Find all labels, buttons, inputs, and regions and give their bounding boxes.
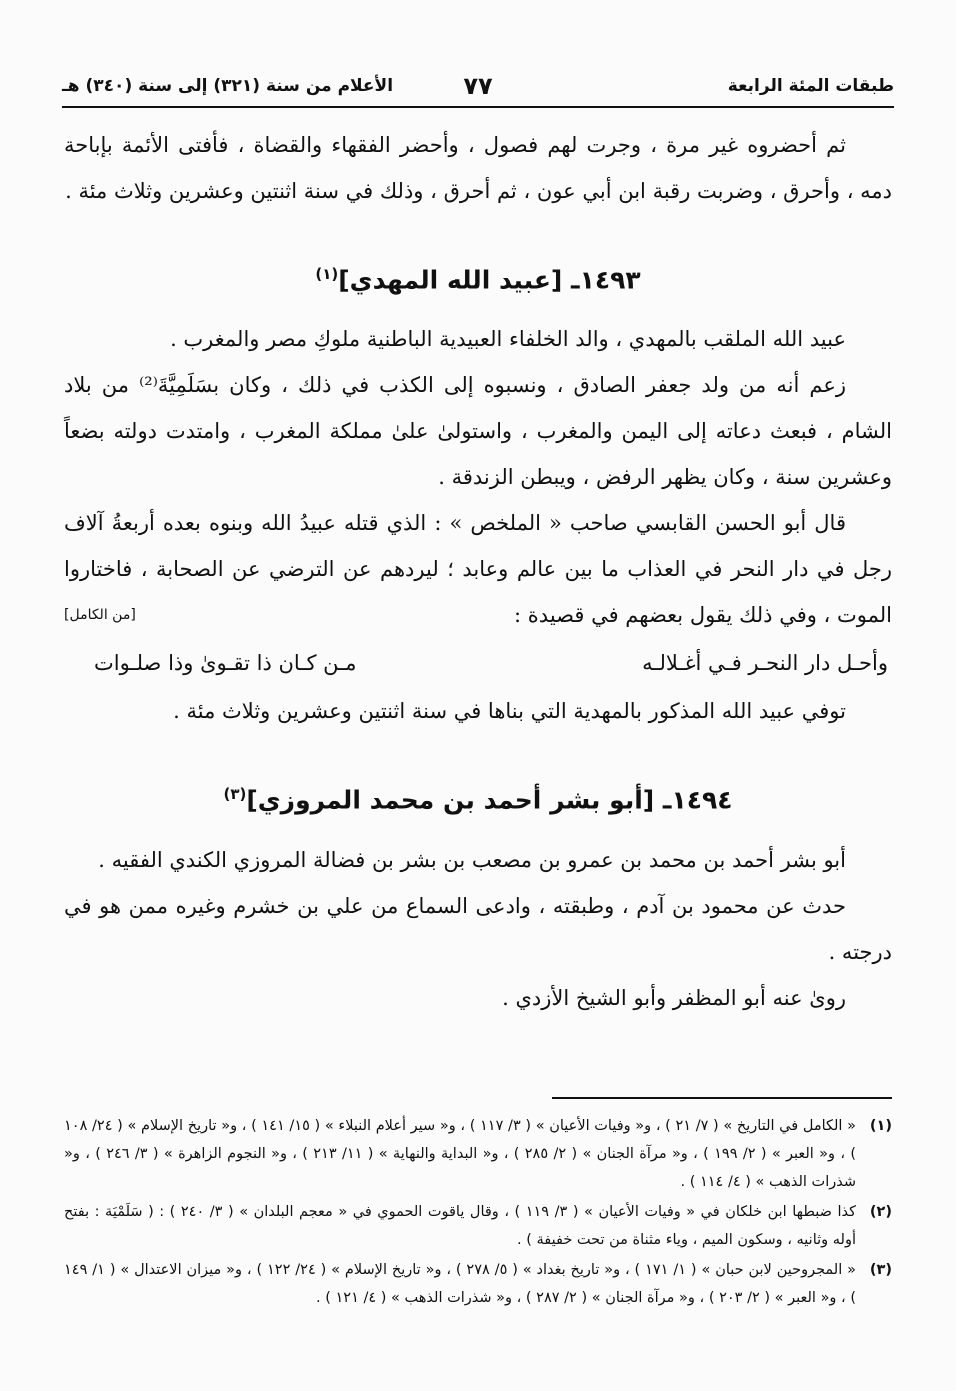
verse-second-hemistich: مـن كـان ذا تقـوىٰ وذا صلـوات: [94, 651, 357, 676]
footnote-ref: (١): [315, 265, 339, 283]
header-section-title: طبقات المئة الرابعة: [727, 76, 894, 96]
meter-label: [من الكامل]: [64, 607, 136, 624]
paragraph: روىٰ عنه أبو المظفر وأبو الشيخ الأزدي .: [502, 985, 846, 1010]
header-volume-title: الأعلام من سنة (٣٢١) إلى سنة (٣٤٠) هـ: [62, 76, 394, 96]
poem-verse: [64, 638, 892, 688]
running-header: [62, 72, 894, 102]
entry-heading-1494: [64, 770, 892, 824]
verse-first-hemistich: وأحـل دار النحـر فـي أغـلالـه: [642, 651, 888, 676]
entry-heading-1493: [64, 250, 892, 304]
paragraph: أبو بشر أحمد بن محمد بن عمرو بن مصعب بن بشر بن فضالة المروزي الكندي الفقيه .: [98, 847, 846, 872]
footnote: [64, 1112, 892, 1196]
footnote-text: « الكامل في التاريخ » ( ٧/ ٢١ ) ، و« وفيات الأعيان » ( ٣/ ١١٧ ) ، و« سير أعلام النبلاء » ( ١٥/ ١٤١ ) ، و« تاريخ الإسلام » ( ٢٤/ ١٠٨ ) ، و« العبر » ( ٢/ ١٩٩ ) ، و« مرآة الجنان » ( ٢/ ٢٨٥ ) ، و« البداية والنهاية » ( ١١/ ٢١٣ ) ، و« النجوم الزاهرة » ( ٣/ ٢٤٦ ) ، و« شذرات الذهب » ( ٤/ ١١٤ ) .: [64, 1118, 857, 1190]
header-divider: [62, 106, 894, 108]
footnote-divider: [552, 1097, 892, 1099]
footnote-text: « المجروحين لابن حبان » ( ١/ ١٧١ ) ، و« تاريخ بغداد » ( ٥/ ٢٧٨ ) ، و« تاريخ الإسلام » ( ٢٤/ ١٢٢ ) ، و« ميزان الاعتدال » ( ١/ ١٤٩ ) ، و« العبر » ( ٢/ ٢٠٣ ) ، و« مرآة الجنان » ( ٢/ ٢٨٧ ) ، و« شذرات الذهب » ( ٤/ ١٢١ ) .: [64, 1262, 857, 1306]
paragraph: زعم أنه من ولد جعفر الصادق ، ونسبوه إلى الكذب في ذلك ، وكان بسَلَمِيَّةَ⁽²⁾ من بلاد الشام ، فبعث دعاته إلى اليمن والمغرب ، واستولىٰ علىٰ مملكة المغرب ، وامتدت دولته بضعاً وعشرين سنة ، وكان يظهر الرفض ، ويبطن الزندقة .: [64, 373, 892, 490]
footnote-ref: (٣): [223, 785, 247, 804]
paragraph-text: قال أبو الحسن القابسي صاحب « الملخص » : الذي قتله عبيدُ الله وبنوه بعده أربعةُ آلاف رجل في دار النحر في العذاب ما بين عالم وعابد ؛ ليردهم عن الترضي عن الصحابة ، فاختاروا الموت ، وفي ذلك يقول بعضهم في قصيدة :: [64, 511, 892, 628]
entry-title: ١٤٩٣ـ [عبيد الله المهدي]: [338, 265, 641, 295]
main-text: [64, 122, 892, 1021]
entry-title: ١٤٩٤ـ [أبو بشر أحمد بن محمد المروزي]: [246, 785, 733, 815]
footnote: [64, 1198, 892, 1254]
footnote-text: كذا ضبطها ابن خلكان في « وفيات الأعيان » ( ٣/ ١١٩ ) ، وقال ياقوت الحموي في « معجم البلدان » ( ٣/ ٢٤٠ ) : ( سَلَمْيَة : بفتح أوله وثانيه ، وسكون الميم ، وياء مثناة من تحت خفيفة ) .: [64, 1204, 856, 1248]
intro-paragraph: ثم أحضروه غير مرة ، وجرت لهم فصول ، وأحضر الفقهاء والقضاة ، فأفتى الأئمة بإباحة دمه ، وأحرق ، وضربت رقبة ابن أبي عون ، ثم أحرق ، وذلك في سنة اثنتين وعشرين وثلاث مئة .: [64, 133, 892, 203]
footnote-number: (١): [869, 1118, 892, 1134]
footnote-number: (٢): [869, 1204, 892, 1220]
page-number: ٧٧: [463, 72, 493, 100]
footnote: [64, 1256, 892, 1312]
footnote-number: (٣): [869, 1262, 892, 1278]
paragraph: توفي عبيد الله المذكور بالمهدية التي بناها في سنة اثنتين وعشرين وثلاث مئة .: [173, 699, 846, 724]
footnotes: [64, 1112, 892, 1314]
paragraph: حدث عن محمود بن آدم ، وطبقته ، وادعى السماع من علي بن خشرم وغيره ممن هو في درجته .: [64, 893, 892, 964]
paragraph: [64, 500, 892, 638]
paragraph: عبيد الله الملقب بالمهدي ، والد الخلفاء العبيدية الباطنية ملوكِ مصر والمغرب .: [170, 327, 846, 352]
